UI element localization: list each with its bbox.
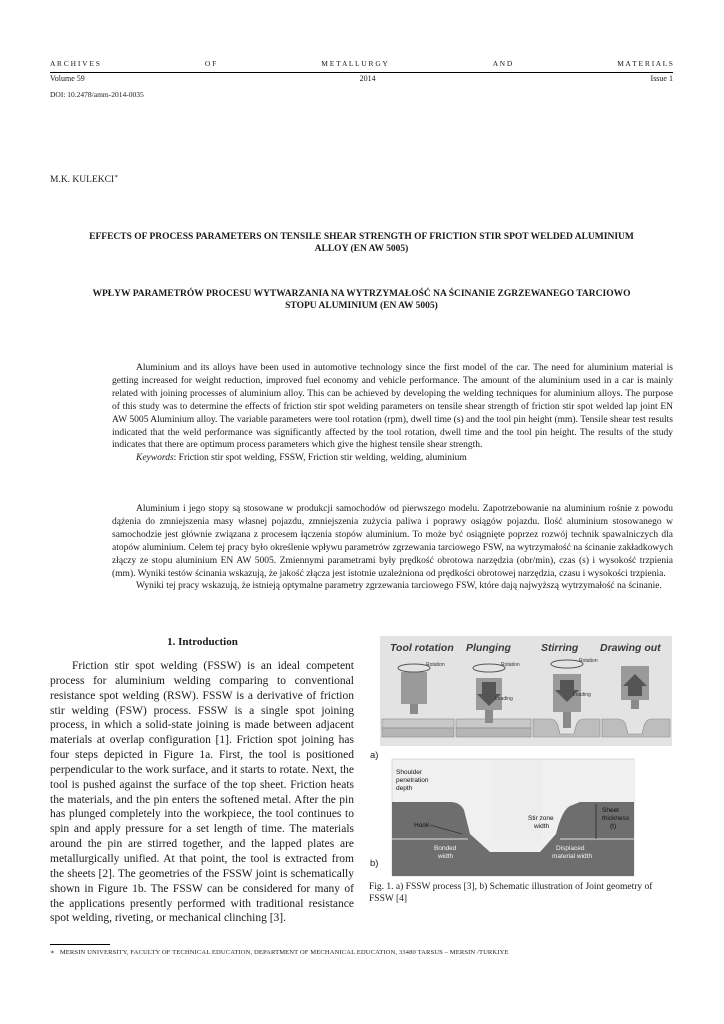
label-penetration: penetration bbox=[396, 777, 429, 784]
abstract-polish bbox=[112, 503, 673, 593]
panel-b-diagram bbox=[392, 759, 634, 876]
label-loading-2: Loading bbox=[573, 692, 591, 698]
introduction-paragraph: Friction stir spot welding (FSSW) is an ideal competent process for aluminium welding comparing to conventional resistance spot welding (RSW). FSSW is a derivative of friction stir welding (FSW) process. FSSW is a single spot joining process, in which a solid-state joining is made between adjacent materials at overlap configuration [1]. Friction spot joining has four steps depicted in Figure 1a. First, the tool is positioned perpendicular to the work surface, and it starts to rotate. Next, the tool is pushed against the surface of the top sheet. Friction heats the materials, and the pin enters the softened metal. After the pin has plunged completely into the workpiece, the tool continues to spin and apply pressure for a set length of time. The materials around the pin are stirred together, and the lapped plates are metallurgically unified. At that point, the tool is extracted from the sheets [2]. The geometries of the FSSW joint is schematically shown in Figure 1b. The FSSW can be considered for many of the applications presently performed with traditional resistance spot welding, riveting, or mechanical clinching [3]. bbox=[50, 660, 354, 925]
label-displaced-width: material width bbox=[552, 853, 593, 860]
abstract-english-text: Aluminium and its alloys have been used in automotive technology since the first model of the car. The need for aluminium material is getting increased for weight reduction, improved fuel economy and vehicle performance. The amount of the aluminium used in a car is mainly related with joining processes of aluminium alloy. This can be achieved by developing the welding techniques for aluminium alloys. The purpose of this study was to determine the effects of friction stir spot welding parameters on tensile shear strength of friction stir spot welded lap joint EN AW 5005 Aluminium alloy. The variable parameters were tool rotation (rpm), dwell time (s) and the tool pin height (mm). Tensile shear test results indicated that the weld performance was significantly affected by the tool rotation, dwell time and the tool pin height. The results of the study indicates that there are optimum process parameters which give the highest tensile shear strength. bbox=[112, 363, 673, 451]
keywords-text: : Friction stir spot welding, FSSW, Friction stir welding, welding, aluminium bbox=[173, 453, 467, 464]
label-rotation-3: Rotation bbox=[579, 658, 598, 664]
footnote-text: MERSIN UNIVERSITY, FACULTY OF TECHNICAL EDUCATION, DEPARTMENT OF MECHANICAL EDUCATION, 33480 TARSUS – MERSIN /TURKIYE bbox=[59, 949, 509, 956]
label-t: (t) bbox=[610, 823, 617, 830]
footnote-mark: ∗ bbox=[50, 949, 55, 956]
label-stir-width: width bbox=[534, 823, 550, 830]
figure-caption: Fig. 1. a) FSSW process [3], b) Schematic illustration of Joint geometry of FSSW [4] bbox=[369, 882, 653, 904]
title-english-line2: ALLOY (EN AW 5005) bbox=[314, 244, 409, 254]
step-title-stirring: Stirring bbox=[541, 642, 579, 654]
figure-1 bbox=[370, 634, 675, 884]
footnote bbox=[50, 948, 509, 956]
abstract-polish-p2: Wyniki tej pracy wskazują, że istnieją optymalne parametry zgrzewania tarciowego FSW, które dają najwyższą wytrzymałość na ścinanie. bbox=[136, 581, 662, 592]
journal-word-1: A R C H I V E S bbox=[50, 59, 100, 68]
issue: Issue 1 bbox=[650, 74, 673, 83]
author-name: M.K. KULEKCI bbox=[50, 175, 115, 186]
title-polish-line1: WPŁYW PARAMETRÓW PROCESU WYTWARZANIA NA WYTRZYMAŁOŚĆ NA ŚCINANIE ZGRZEWANEGO TARCIOWO bbox=[92, 289, 631, 299]
year: 2014 bbox=[359, 74, 376, 83]
label-bonded: Bonded bbox=[434, 845, 457, 852]
abstract-polish-p1: Aluminium i jego stopy są stosowane w produkcji samochodów od pierwszego modelu. Zapotrzebowanie na aluminium rośnie z powodu dążenia do zmniejszenia masy własnej pojazdu, zmniejszenia zużycia paliwa i poprawy osiągów pojazdu. Ilość aluminium stosowanego w samochodzie jest głównie związana z procesem łączenia stopów aluminium. To może być osiągnięte poprzez rozwój technik spawalniczych dla atopów aluminium. Celem tej pracy było określenie wpływu parametrów zgrzewania tarciowego FSW, na wytrzymałość na ścinanie zakładkowych złączy ze stopu aluminium EN AW 5005. Zmiennymi parametrami były prędkość obrotowa narzędzia (obr/min), czas (s) i wysokość trzpienia (mm). Wyniki testów ścinania wskazują, że jakość złącza jest istotnie uzależniona od prędkości obrotowej narzędzia, czasu i wysokości trzpienia. bbox=[112, 504, 673, 579]
label-shoulder: Shoulder bbox=[396, 769, 423, 776]
label-loading-1: Loading bbox=[495, 696, 513, 702]
journal-word-2: O F bbox=[204, 59, 217, 68]
label-stir-zone: Stir zone bbox=[528, 815, 554, 822]
journal-word-5: M A T E R I A L S bbox=[617, 59, 673, 68]
step-title-drawing-out: Drawing out bbox=[600, 642, 661, 654]
label-rotation-1: Rotation bbox=[426, 662, 445, 668]
title-polish bbox=[50, 288, 673, 312]
label-sheet: Sheet bbox=[602, 807, 619, 814]
volume: Volume 59 bbox=[50, 74, 85, 83]
doi: DOI: 10.2478/amm-2014-0035 bbox=[50, 90, 144, 99]
issue-info bbox=[50, 72, 673, 83]
label-hook: Hook bbox=[414, 822, 430, 829]
journal-word-4: A N D bbox=[492, 59, 513, 68]
abstract-english bbox=[112, 362, 673, 465]
label-rotation-2: Rotation bbox=[501, 662, 520, 668]
title-polish-line2: STOPU ALUMINIUM (EN AW 5005) bbox=[285, 301, 438, 311]
section-title: 1. Introduction bbox=[167, 636, 238, 648]
title-english bbox=[50, 231, 673, 255]
panel-a-label: a) bbox=[370, 750, 379, 761]
keywords bbox=[112, 452, 673, 465]
step-title-plunging: Plunging bbox=[466, 642, 511, 654]
figure-1-graphic bbox=[370, 634, 675, 879]
keywords-label: Keywords bbox=[136, 453, 174, 464]
footnote-rule bbox=[50, 944, 110, 945]
journal-name bbox=[50, 59, 673, 68]
label-depth: depth bbox=[396, 785, 413, 792]
title-english-line1: EFFECTS OF PROCESS PARAMETERS ON TENSILE SHEAR STRENGTH OF FRICTION STIR SPOT WELDED ALUMINIUM bbox=[89, 232, 634, 242]
panel-b-label: b) bbox=[370, 858, 379, 869]
label-bonded-width: width bbox=[438, 853, 454, 860]
introduction-body bbox=[50, 659, 354, 926]
label-displaced: Displaced bbox=[556, 845, 585, 852]
label-thickness: thickness bbox=[602, 815, 630, 822]
author-mark: ∗ bbox=[114, 174, 119, 180]
author bbox=[50, 173, 118, 185]
step-title-tool-rotation: Tool rotation bbox=[390, 642, 454, 654]
journal-word-3: M E T A L L U R G Y bbox=[321, 59, 388, 68]
